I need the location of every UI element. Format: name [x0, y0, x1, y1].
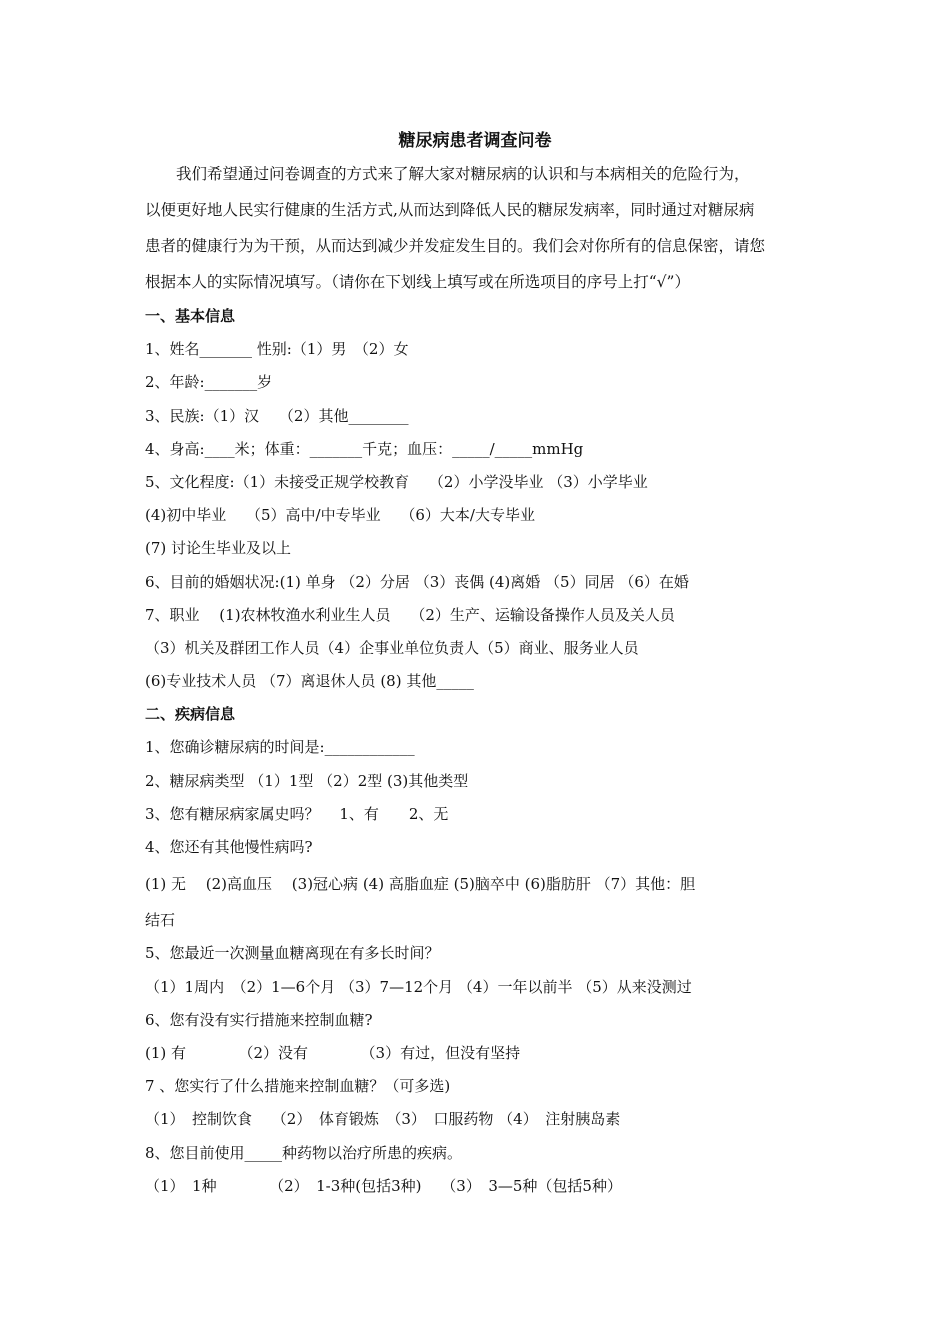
question-line: (1) 无 (2)高血压 (3)冠心病 (4) 高脂血症 (5)脑卒中 (6)脂肪肝 （7）其他：胆	[145, 875, 696, 894]
intro-paragraph	[145, 156, 810, 300]
question-line: （1）1周内 （2）1—6个月 （3）7—12个月 （4）一年以前半 （5）从来没测过	[145, 977, 692, 996]
question-line: 2、糖尿病类型 （1）1型 （2）2型 (3)其他类型	[145, 771, 469, 790]
question-line: 4、身高:____米；体重：_______千克；血压：_____/_____mmHg	[145, 439, 584, 458]
intro-line: 我们希望通过问卷调查的方式来了解大家对糖尿病的认识和与本病相关的危险行为，	[176, 165, 750, 183]
question-line: (4)初中毕业 （5）高中/中专毕业 （6）大本/大专毕业	[145, 506, 535, 525]
question-line: (7) 讨论生毕业及以上	[145, 539, 292, 558]
question-line: 6、目前的婚姻状况:(1) 单身 （2）分居 （3）丧偶 (4)离婚 （5）同居 （6）在婚	[145, 572, 689, 591]
intro-line: 以便更好地人民实行健康的生活方式,从而达到降低人民的糖尿发病率，同时通过对糖尿病	[145, 201, 755, 219]
question-line: （3）机关及群团工作人员（4）企事业单位负责人（5）商业、服务业人员	[145, 638, 639, 657]
section-heading-basic-info: 一、基本信息	[145, 307, 236, 325]
question-line: (1) 有 （2）没有 （3）有过，但没有坚持	[145, 1043, 521, 1062]
question-line: 5、您最近一次测量血糖离现在有多长时间？	[145, 944, 440, 963]
question-line: 3、您有糖尿病家属史吗？ 1、有 2、无	[145, 804, 449, 823]
question-line: 2、年龄:_______岁	[145, 373, 273, 392]
question-line: (6)专业技术人员 （7）离退休人员 (8) 其他_____	[145, 672, 474, 691]
question-line: 7 、您实行了什么措施来控制血糖？（可多选)	[145, 1077, 451, 1096]
question-line: 7、职业 (1)农林牧渔水利业生人员 （2）生产、运输设备操作人员及关人员	[145, 605, 675, 624]
question-line: 4、您还有其他慢性病吗?	[145, 838, 313, 856]
question-line: （1） 1种 （2） 1-3种(包括3种) （3） 3—5种（包括5种）	[145, 1176, 622, 1195]
question-line: 6、您有没有实行措施来控制血糖?	[145, 1010, 373, 1029]
intro-line: 患者的健康行为为干预，从而达到减少并发症发生目的。我们会对你所有的信息保密，请您	[145, 237, 766, 255]
question-line: 3、民族:（1）汉 （2）其他________	[145, 406, 409, 425]
question-line: 1、您确诊糖尿病的时间是:____________	[145, 738, 415, 757]
questionnaire-body	[145, 300, 815, 1203]
question-line: 结石	[145, 911, 176, 930]
question-line: 5、文化程度:（1）未接受正规学校教育 （2）小学没毕业 （3）小学毕业	[145, 472, 648, 491]
question-line: （1） 控制饮食 （2） 体育锻炼 （3） 口服药物 （4） 注射胰岛素	[145, 1110, 621, 1129]
section-heading-disease-info: 二、疾病信息	[145, 705, 236, 724]
question-line: 1、姓名_______ 性别:（1）男 （2）女	[145, 340, 409, 359]
question-line: 8、您目前使用_____种药物以治疗所患的疾病。	[145, 1143, 463, 1162]
page-title: 糖尿病患者调查问卷	[398, 131, 552, 151]
intro-line: 根据本人的实际情况填写。（请你在下划线上填写或在所选项目的序号上打“√”）	[145, 273, 690, 291]
